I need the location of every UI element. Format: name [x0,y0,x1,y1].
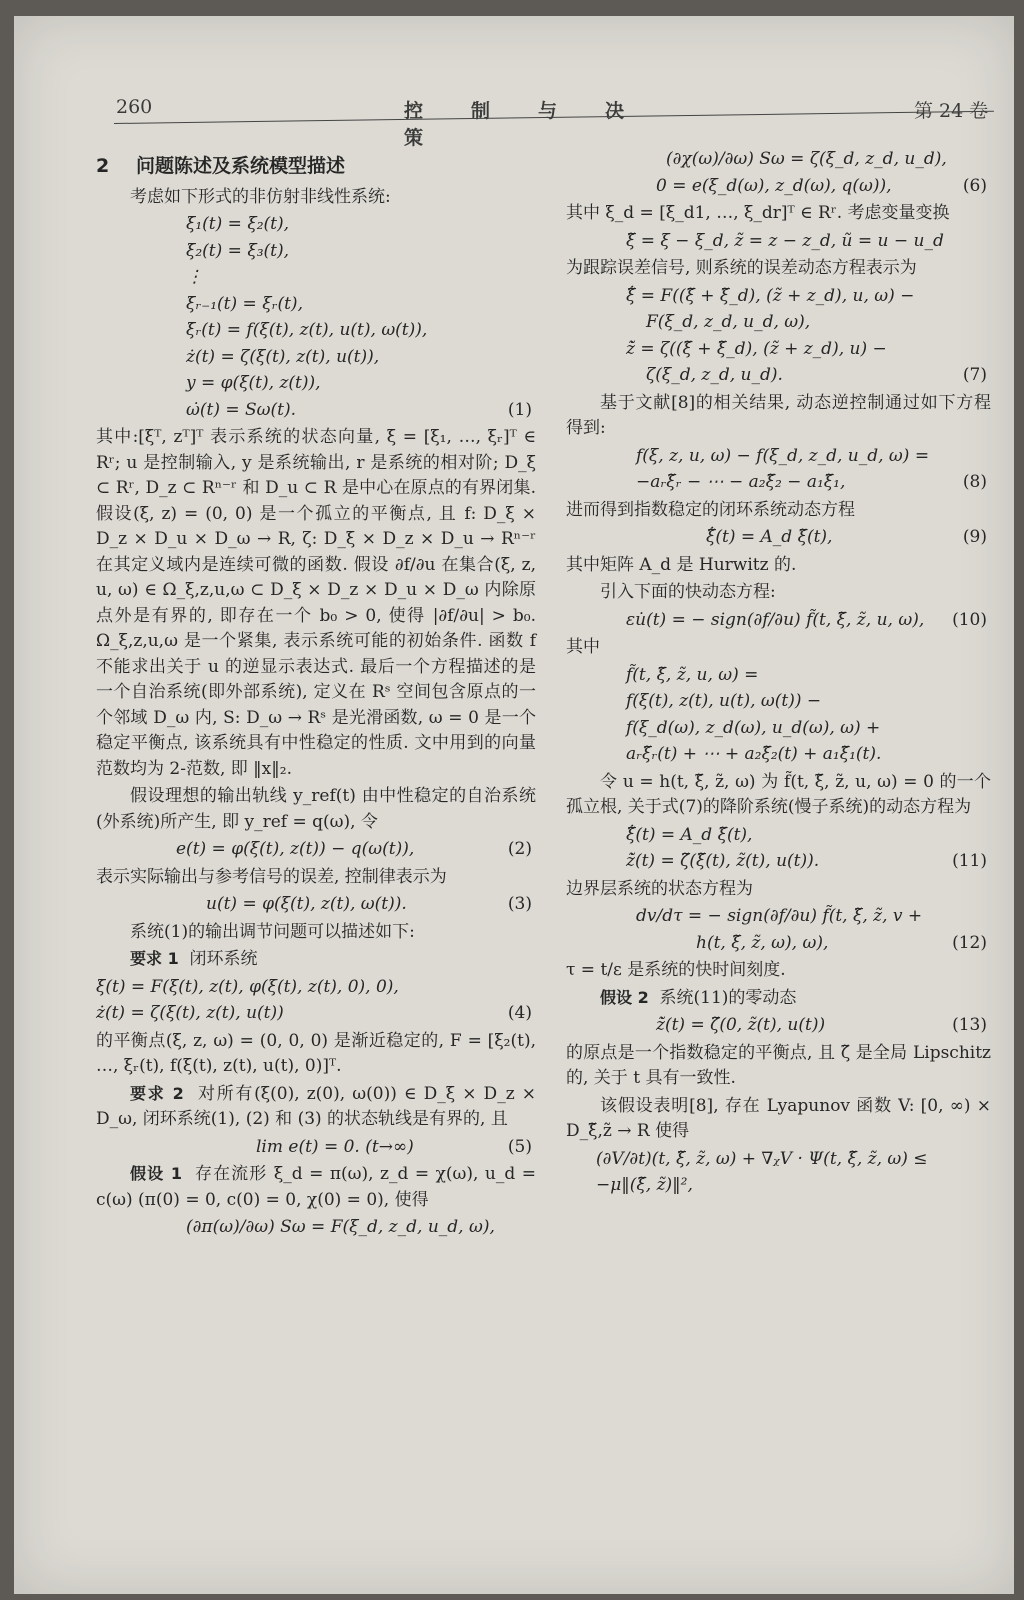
equation-11 [566,823,991,875]
equation-text: εu̇(t) = − sign(∂f/∂u) f̃(t, ξ̃, z̃, u, ω), [626,609,925,630]
equation-number: (11) [952,851,987,871]
equation-7 [566,284,991,389]
paragraph: 其中:[ξᵀ, zᵀ]ᵀ 表示系统的状态向量, ξ = [ξ₁, …, ξᵣ]ᵀ ∈ Rʳ; u 是控制输入, y 是系统输出, r 是系统的相对阶; D_ξ ⊂ Rʳ, D_z ⊂ Rⁿ⁻ʳ 和 D_u ⊂ R 是中心在原点的有界闭集. 假设(ξ, z) = (0, 0) 是一个孤立的平衡点, 且 f: D_ξ × D_z × D_u × D_ω → R, ζ: D_ξ × D_z × D_u → Rⁿ⁻ʳ 在其定义域内是连续可微的函数. 假设 ∂f/∂u 在集合(ξ, z, u, ω) ∈ Ω_ξ,z,u,ω ⊂ D_ξ × D_z × D_u × D_ω 内除原点外是有界的, 即存在一个 b₀ > 0, 使得 |∂f/∂u| > b₀. Ω_ξ,z,u,ω 是一个紧集, 表示系统可能的初始条件. 函数 f 不能求出关于 u 的逆显示表达式. 最后一个方程描述的是一个自治系统(即外部系统), 定义在 Rˢ 空间包含原点的一个邻域 D_ω 内, S: D_ω → Rˢ 是光滑函数, ω = 0 是一个稳定平衡点, 该系统具有中性稳定的性质. 文中用到的向量范数均为 2-范数, 即 ‖x‖₂. [96,427,536,779]
equation-number: (6) [962,175,987,196]
assumption-text: 系统(11)的零动态 [659,987,797,1008]
assumption-2 [566,986,991,1012]
equation-line: f(ξ, z, u, ω) − f(ξ_d, z_d, u_d, ω) = [636,445,930,466]
equation-text: h(t, ξ̃, z̃, ω), ω), [696,932,829,953]
equation-line [566,174,991,200]
equation-number: (1) [507,399,532,420]
equation-1 [96,212,536,423]
equation-line: ξ̇(t) = F(ξ(t), z(t), φ(ξ(t), z(t), 0), 0), [96,976,399,997]
equation-line: f̃(t, ξ̃, z̃, u, ω) = [626,664,759,685]
equation-text: −aᵣξ̃ᵣ − ⋯ − a₂ξ̃₂ − a₁ξ̃₁, [636,472,846,492]
equation-number: (10) [952,609,987,630]
paragraph: 假设理想的输出轨线 y_ref(t) 由中性稳定的自治系统(外系统)所产生, 即 y_ref = q(ω), 令 [96,786,536,832]
equation-line: ξ̇ᵣ₋₁(t) = ξᵣ(t), [186,293,303,314]
equation-text: u(t) = φ(ξ(t), z(t), ω(t)). [206,894,407,914]
equation-line: ż(t) = ζ(ξ(t), z(t), u(t)), [186,346,380,367]
equation-text: z̃̇(t) = ζ̃(0, z̃(t), u(t)) [656,1015,826,1035]
paragraph: 系统(1)的输出调节问题可以描述如下: [130,921,415,942]
assumption-label: 假设 1 [130,1164,182,1183]
paragraph: 为跟踪误差信号, 则系统的误差动态方程表示为 [566,258,917,278]
equation-line: (∂V/∂t)(t, ξ̃, z̃, ω) + ∇ᵪV · Ψ(t, ξ̃, z̃, ω) ≤ [596,1148,928,1169]
equation-text: lim e(t) = 0. (t→∞) [256,1136,414,1157]
equation-line: z̃̇ = ζ((ξ̃ + ξ̃_d), (z̃ + z_d), u) − [626,338,887,359]
left-column [96,146,536,1242]
volume-label: 第 24 卷 [914,100,989,122]
equation-line: (∂χ(ω)/∂ω) Sω = ζ(ξ_d, z_d, u_d), [666,149,947,169]
equation-line: y = φ(ξ(t), z(t)), [186,373,321,393]
equation-line: F(ξ_d, z_d, u_d, ω), [646,312,811,332]
equation-line: ξ̃̇ = F((ξ̃ + ξ̃_d), (z̃ + z_d), u, ω) − [626,285,915,306]
equation-14 [566,1147,991,1199]
paragraph: 引入下面的快动态方程: [600,582,776,602]
equation-5 [96,1135,536,1161]
requirement-label: 要求 1 [130,949,179,968]
equation-number: (12) [952,932,987,953]
variable-transform: ξ̃ = ξ − ξ_d, z̃ = z − z_d, ũ = u − u_d [626,230,944,251]
assumption-text: 存在流形 ξ_d = π(ω), z_d = χ(ω), u_d = c(ω) (π(0) = 0, c(0) = 0, χ(0) = 0), 使得 [96,1164,536,1210]
paragraph: 表示实际输出与参考信号的误差, 控制律表示为 [96,866,447,887]
equation-number: (3) [507,894,532,914]
equation-4 [96,975,536,1027]
equation-number: (9) [962,527,987,547]
equation-line [566,363,991,389]
equation-text: z̃̇(t) = ζ̃(ξ̃(t), z̃(t), u(t)). [626,851,820,871]
equation-line: dv/dτ = − sign(∂f/∂u) f̃(t, ξ̃, z̃, v + [636,906,923,926]
paragraph: 其中矩阵 A_d 是 Hurwitz 的. [566,554,797,575]
requirement-1 [96,947,536,973]
requirement-2 [96,1082,536,1133]
equation-line: f(ξ(t), z(t), u(t), ω(t)) − [626,691,822,711]
assumption-1 [96,1162,536,1213]
section-heading [96,152,536,181]
equation-line: f(ξ_d(ω), z_d(ω), u_d(ω), ω) + [626,717,881,738]
equation-number: (4) [507,1003,532,1023]
equation-2 [96,837,536,863]
equation-text: ξ̃̇(t) = A_d ξ̃(t), [706,527,833,547]
equation-line: ⋮ [186,267,203,287]
equation-line: ξ̇₁(t) = ξ₂(t), [186,214,290,234]
requirement-text: 对所有(ξ(0), z(0), ω(0)) ∈ D_ξ × D_z × D_ω, 闭环系统(1), (2) 和 (3) 的状态轨线是有界的, 且 [96,1083,536,1129]
equation-number: (7) [962,365,987,385]
paragraph: 基于文献[8]的相关结果, 动态逆控制通过如下方程得到: [566,392,991,438]
equation-number: (5) [507,1136,532,1157]
equation-8 [566,444,991,496]
equation-10 [566,608,991,634]
paragraph: 边界层系统的状态方程为 [566,878,753,899]
equation-6a: (∂π(ω)/∂ω) Sω = F(ξ_d, z_d, u_d, ω), [186,1217,495,1237]
equation-text: e(t) = φ(ξ(t), z(t)) − q(ω(t)), [176,839,415,859]
equation-line: ξ̇ᵣ(t) = f(ξ(t), z(t), u(t), ω(t)), [186,320,428,340]
paragraph: 其中 ξ_d = [ξ_d1, …, ξ_dr]ᵀ ∈ Rʳ. 考虑变量变换 [566,203,950,223]
paper-page [14,16,1014,1594]
paragraph: 令 u = h(t, ξ̃, z̃, ω) 为 f̃(t, ξ̃, z̃, u, ω) = 0 的一个孤立根, 关于式(7)的降阶系统(慢子系统)的动态方程为 [566,771,991,817]
paragraph: 的平衡点(ξ, z, ω) = (0, 0, 0) 是渐近稳定的, F = [ξ₂(t), …, ξᵣ(t), f(ξ(t), z(t), u(t), 0)]ᵀ. [96,1030,536,1076]
equation-line: ξ̇₂(t) = ξ₃(t), [186,240,290,261]
page-number: 260 [116,96,153,118]
equation-number: (8) [962,472,987,492]
equation-number: (2) [507,839,532,859]
equation-13 [566,1013,991,1039]
equation-9 [566,525,991,551]
assumption-label: 假设 2 [600,987,649,1007]
intro-text: 考虑如下形式的非仿射非线性系统: [130,186,391,207]
equation-number: (13) [952,1015,987,1035]
equation-line [96,1001,536,1027]
equation-line: −μ‖(ξ̃, z̃)‖², [596,1175,693,1195]
equation-12 [566,904,991,956]
equation-line [566,849,991,875]
paragraph: 进而得到指数稳定的闭环系统动态方程 [566,499,855,520]
paragraph: 其中 [566,637,600,657]
equation-text: ζ(ξ_d, z_d, u_d). [646,365,783,385]
equation-text: ω̇(t) = Sω(t). [186,399,297,420]
journal-title: 控制与决策 [404,100,673,149]
equation-6 [566,147,991,199]
ftilde-definition [566,663,991,768]
equation-text: 0 = e(ξ_d(ω), z_d(ω), q(ω)), [656,175,892,196]
equation-line [96,398,536,424]
paragraph: 的原点是一个指数稳定的平衡点, 且 ζ̃ 是全局 Lipschitz 的, 关于 t 具有一致性. [566,1042,991,1088]
paragraph: τ = t/ε 是系统的快时间刻度. [566,960,786,980]
section-number: 2 [96,155,110,177]
equation-line [566,931,991,957]
equation-3 [96,892,536,918]
right-column [566,146,991,1200]
equation-line [566,470,991,496]
requirement-label: 要求 2 [130,1083,184,1103]
paragraph: 该假设表明[8], 存在 Lyapunov 函数 V: [0, ∞) × D_ξ̃,z̃ → R 使得 [566,1095,991,1141]
equation-line: aᵣξ̃ᵣ(t) + ⋯ + a₂ξ̃₂(t) + a₁ξ̃₁(t). [626,744,882,764]
equation-text: ż(t) = ζ(ξ(t), z(t), u(t)) [96,1003,284,1023]
requirement-text: 闭环系统 [189,949,258,969]
equation-line: ξ̃̇(t) = A_d ξ̃(t), [626,824,753,845]
section-title: 问题陈述及系统模型描述 [136,155,346,177]
